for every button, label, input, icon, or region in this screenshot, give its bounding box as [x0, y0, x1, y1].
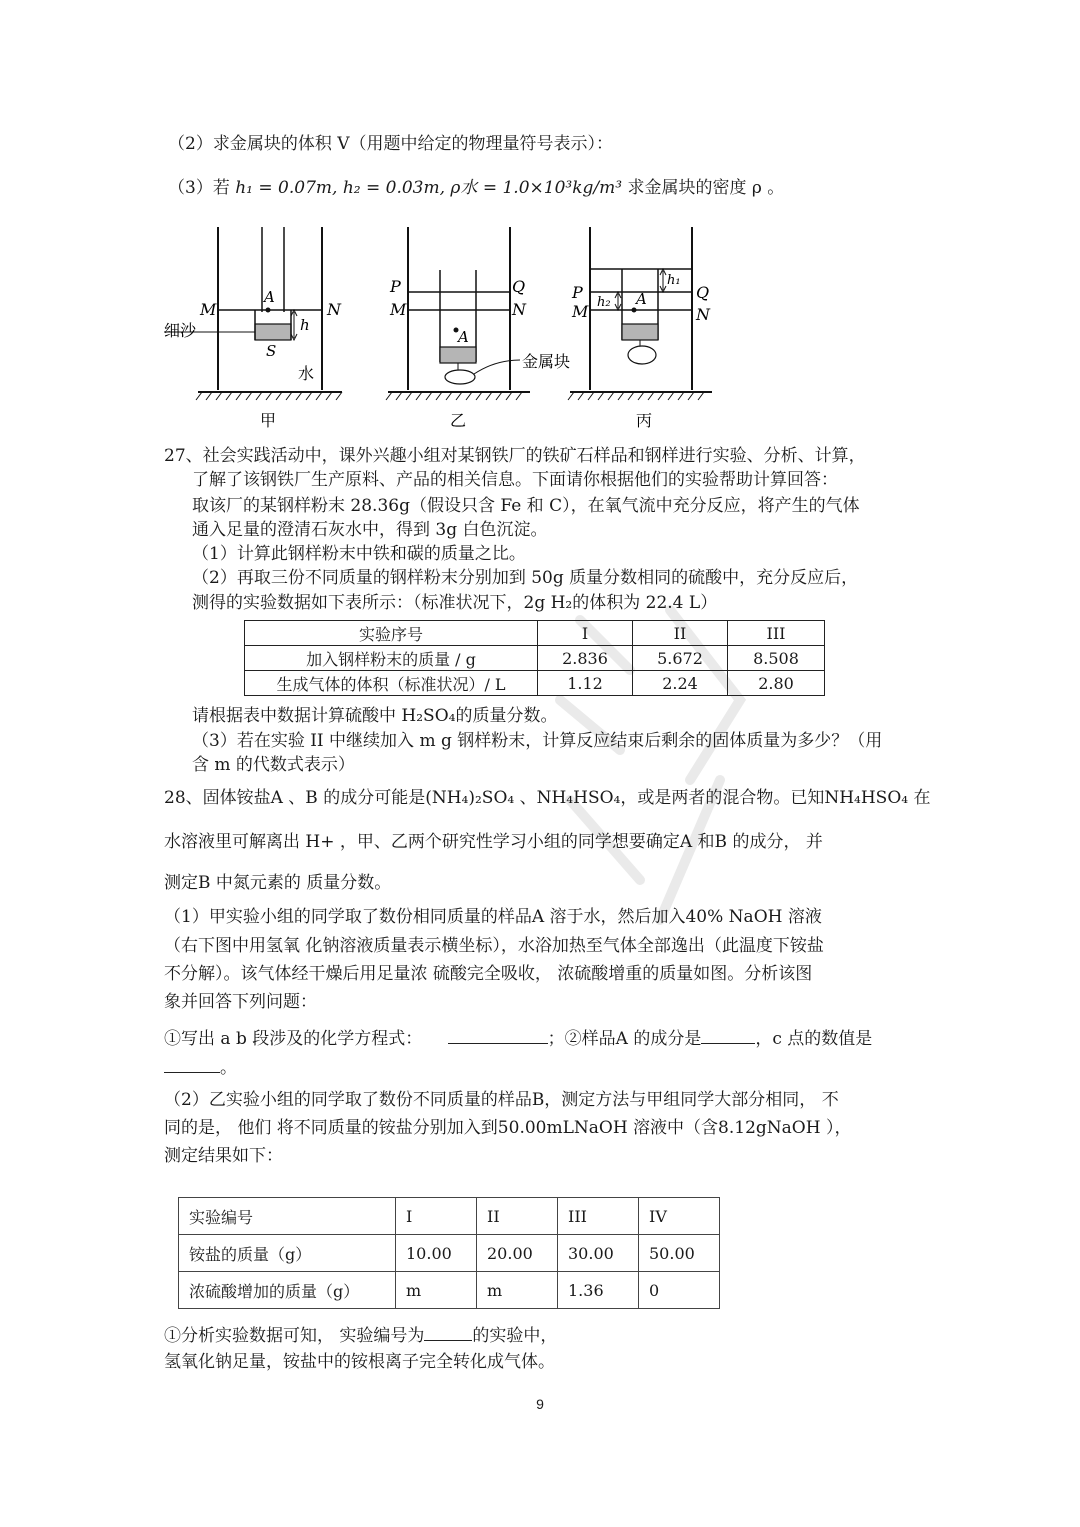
q28-line12: 测定结果如下：	[164, 1146, 283, 1166]
q27-line10: 含 m 的代数式表示）	[192, 755, 355, 775]
table-cell: II	[477, 1198, 558, 1235]
q28-line10: （2）乙实验小组的同学取了数份不同质量的样品B，测定方法与甲组同学大部分相同， 不	[164, 1090, 839, 1110]
q28-line13	[164, 1322, 557, 1348]
table-cell: 2.24	[633, 671, 728, 696]
label-N-jia: N	[327, 300, 341, 319]
table-row	[245, 621, 825, 646]
label-h1: h₁	[667, 273, 681, 288]
table-row	[179, 1272, 720, 1309]
table-cell: 加入钢样粉末的质量 / g	[245, 646, 538, 671]
table-cell: 1.36	[558, 1272, 639, 1309]
figure-jia	[164, 227, 342, 430]
table-row	[179, 1198, 720, 1235]
q28-line8-part2: ；②样品A 的成分是	[547, 1029, 702, 1049]
q28-line8-part1: ①写出 a b 段涉及的化学方程式：	[164, 1029, 423, 1049]
table-cell: I	[538, 621, 633, 646]
figure-bing	[568, 227, 712, 430]
q27-line8: 请根据表中数据计算硫酸中 H₂SO₄的质量分数。	[192, 706, 558, 726]
label-M-jia: M	[200, 300, 217, 319]
table-row	[245, 671, 825, 696]
q27-line5: （1）计算此钢样粉末中铁和碳的质量之比。	[192, 544, 526, 564]
table-cell: 0	[639, 1272, 720, 1309]
answer-blank-equation[interactable]	[448, 1025, 548, 1044]
table-row	[245, 646, 825, 671]
q26-part2: （2）求金属块的体积 V（用题中给定的物理量符号表示）：	[168, 134, 613, 154]
table-cell: 50.00	[639, 1235, 720, 1272]
label-Q-bing: Q	[696, 283, 710, 302]
q28-line13-part1: ①分析实验数据可知， 实验编号为	[164, 1326, 425, 1346]
table-cell: II	[633, 621, 728, 646]
label-N-bing: N	[696, 305, 710, 324]
label-Q-yi: Q	[512, 277, 526, 296]
q28-line2: 水溶液里可解离出 H+ ，甲、乙两个研究性学习小组的同学想要确定A 和B 的成分， 并	[164, 832, 823, 852]
q28-line8	[164, 1025, 872, 1051]
q27-line6: （2）再取三份不同质量的钢样粉末分别加到 50g 质量分数相同的硫酸中，充分反应后，	[192, 568, 859, 588]
table-cell: III	[558, 1198, 639, 1235]
steel-sample-table	[244, 620, 825, 696]
table-cell: III	[728, 621, 825, 646]
table-cell: 1.12	[538, 671, 633, 696]
label-A-bing: A	[636, 290, 647, 308]
answer-blank-experiment-number[interactable]	[424, 1322, 472, 1341]
q26-part3-formula: h₁ = 0.07m, h₂ = 0.03m, ρ水 = 1.0×10³kg/m³	[235, 178, 623, 198]
table-cell: 10.00	[396, 1235, 477, 1272]
table-cell: 浓硫酸增加的质量（g）	[179, 1272, 396, 1309]
label-P-yi: P	[390, 277, 401, 296]
label-bing: 丙	[636, 411, 653, 430]
label-S: S	[266, 342, 277, 360]
label-yi: 乙	[450, 411, 467, 430]
q28-line11: 同的是， 他们 将不同质量的铵盐分别加入到50.00mLNaOH 溶液中（含8.12gNaOH ），	[164, 1118, 852, 1138]
page-number: 9	[536, 1396, 544, 1412]
buoyancy-figure	[160, 222, 720, 432]
q27-line7: 测得的实验数据如下表所示：（标准状况下，2g H₂的体积为 22.4 L）	[192, 593, 718, 613]
table-cell: 30.00	[558, 1235, 639, 1272]
q26-part3-suffix: 求金属块的密度 ρ 。	[622, 178, 785, 198]
q28-line9	[164, 1054, 237, 1080]
q26-part3	[168, 176, 784, 200]
label-M-yi: M	[390, 300, 407, 319]
table-cell: 铵盐的质量（g）	[179, 1235, 396, 1272]
table-row	[179, 1235, 720, 1272]
answer-blank-composition[interactable]	[701, 1025, 755, 1044]
table-cell: IV	[639, 1198, 720, 1235]
q28-line4: （1）甲实验小组的同学取了数份相同质量的样品A 溶于水，然后加入40% NaOH 溶液	[164, 907, 822, 927]
q28-line7: 象并回答下列问题：	[164, 992, 317, 1012]
q28-line14: 氢氧化钠足量，铵盐中的铵根离子完全转化成气体。	[164, 1352, 555, 1372]
q26-part3-prefix: （3）若	[168, 178, 236, 198]
q28-line8-part3: ，c 点的数值是	[755, 1029, 873, 1049]
table-cell: 生成气体的体积（标准状况）/ L	[245, 671, 538, 696]
label-sand: 细沙	[164, 321, 197, 340]
label-h2: h₂	[597, 295, 611, 310]
label-A-jia: A	[264, 288, 275, 306]
table-cell: 实验序号	[245, 621, 538, 646]
q27-line2: 了解了该钢铁厂生产原料、产品的相关信息。下面请你根据他们的实验帮助计算回答：	[192, 470, 838, 490]
table-cell: I	[396, 1198, 477, 1235]
label-jia: 甲	[260, 411, 277, 430]
label-h: h	[300, 316, 310, 334]
q28-line9-text: 。	[220, 1058, 237, 1078]
q27-line4: 通入足量的澄清石灰水中，得到 3g 白色沉淀。	[192, 520, 548, 540]
table-cell: 5.672	[633, 646, 728, 671]
q28-line6: 不分解）。该气体经干燥后用足量浓 硫酸完全吸收， 浓硫酸增重的质量如图。分析该图	[164, 964, 813, 984]
q27-line1: 27、社会实践活动中，课外兴趣小组对某钢铁厂的铁矿石样品和钢样进行实验、分析、计算，	[164, 446, 866, 466]
q28-line3: 测定B 中氮元素的 质量分数。	[164, 873, 392, 893]
label-A-yi: A	[458, 328, 469, 346]
q28-line1: 28、固体铵盐A 、B 的成分可能是(NH₄)₂SO₄ 、NH₄HSO₄，或是两者的混合物。已知NH₄HSO₄ 在	[164, 788, 931, 808]
label-M-bing: M	[572, 302, 589, 321]
table-cell: m	[396, 1272, 477, 1309]
table-cell: m	[477, 1272, 558, 1309]
table-cell: 8.508	[728, 646, 825, 671]
label-water: 水	[298, 364, 315, 383]
label-metal: 金属块	[522, 352, 571, 371]
ammonium-salt-table	[178, 1197, 720, 1309]
label-P-bing: P	[572, 283, 583, 302]
q27-line9: （3）若在实验 II 中继续加入 m g 钢样粉末，计算反应结束后剩余的固体质量为多少？（用	[192, 731, 883, 751]
table-cell: 实验编号	[179, 1198, 396, 1235]
q28-line13-part2: 的实验中，	[472, 1326, 558, 1346]
table-cell: 2.836	[538, 646, 633, 671]
answer-blank-c-value[interactable]	[164, 1054, 220, 1073]
q27-line3: 取该厂的某钢样粉末 28.36g（假设只含 Fe 和 C），在氧气流中充分反应，将产生的气体	[192, 496, 860, 516]
table-cell: 2.80	[728, 671, 825, 696]
figure-yi	[386, 227, 570, 430]
q28-line5: （右下图中用氢氧 化钠溶液质量表示横坐标），水浴加热至气体全部逸出（此温度下铵盐	[164, 936, 824, 956]
label-N-yi: N	[512, 300, 526, 319]
table-cell: 20.00	[477, 1235, 558, 1272]
